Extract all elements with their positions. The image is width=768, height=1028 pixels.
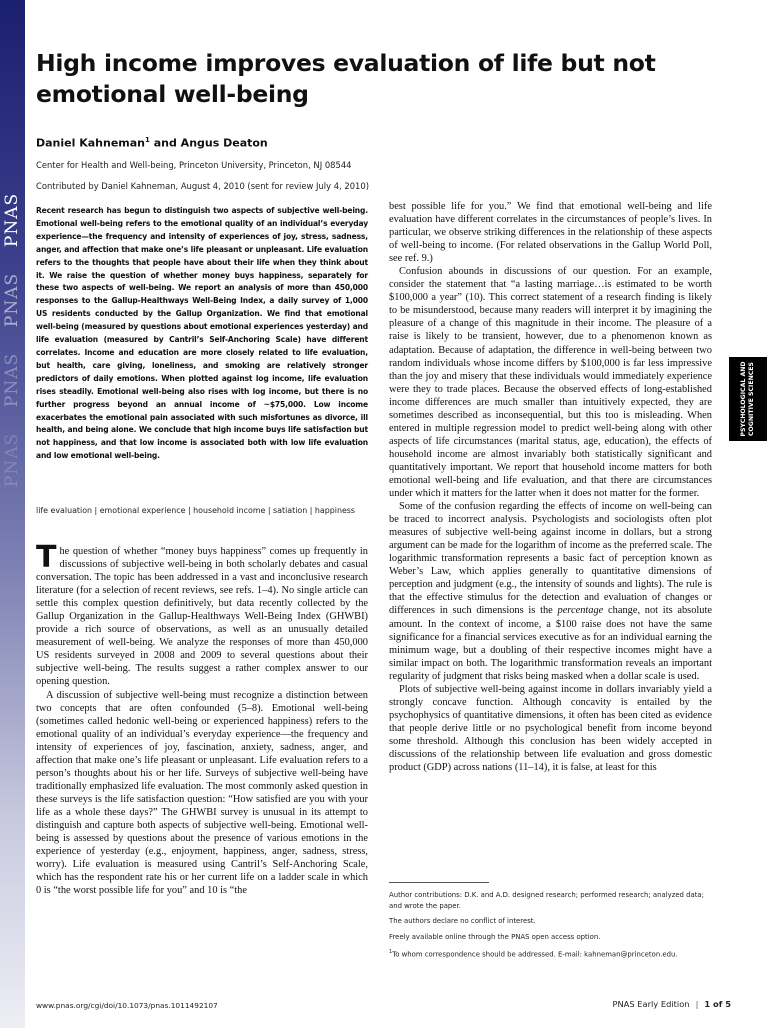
footnote-conflict: The authors declare no conflict of interest. (389, 917, 536, 925)
page-number: 1 of 5 (704, 999, 731, 1009)
body-paragraph: best possible life for you.” We find that emotional well-being and life evaluation have different correlates in the circumstances of people’s lives. In particular, we observe striking differences in the relationship of these aspects of well-being to income. (For related observations in the Gallup World Poll, see ref. 9.) (389, 201, 712, 265)
footnote-contributions: Author contributions: D.K. and A.D. designed research; performed research; analyzed data; and wrote the paper. (389, 891, 704, 910)
pnas-watermark-word: PNAS (2, 272, 22, 328)
author-line (36, 136, 268, 150)
contributed-line: Contributed by Daniel Kahneman, August 4, 2010 (sent for review July 4, 2010) (36, 181, 369, 191)
author-deaton: and Angus Deaton (149, 136, 268, 150)
pnas-watermark-word: PNAS (2, 352, 22, 408)
pnas-watermark (0, 40, 25, 600)
body-paragraph: Confusion abounds in discussions of our question. For an example, consider the statement that “a lasting marriage…is estimated to be worth $100,000 a year” (10). This correct statement of a research finding is likely to be misunderstood, because many readers will interpret it by imagining the pleasure of a change of this magnitude in their income. The pleasure of a raise is likely to be transient, however, due to a phenomenon known as adaptation. Because of adaptation, the difference in well-being between two random individuals whose income differs by $100,000 is far less impressive than the joy and misery that these individuals would immediately experience were they to trade places. Because the observed effects of long-established income differences are much smaller than intuitively expected, they are sometimes described as inconsequential, but this too is misleading. When entered in multiple regression model to predict well-being along with other aspects of life circumstances (marital status, age, education), the effects of household income are almost invariably both statistically significant and quantitatively important. We report that household income matters for both emotional well-being and life evaluation, and that there are circumstances under which it matters for the latter when it does not matter for the former. (389, 266, 712, 500)
abstract: Recent research has begun to distinguish two aspects of subjective well-being. Emotional well-being refers to the emotional quality of an individual’s everyday experience—the frequency and intensity of experiences of joy, stress, sadness, anger, and affection that make one’s life pleasant or unpleasant. Life evaluation refers to the thoughts that people have about their life when they think about it. We raise the question of whether money buys happiness, separately for these two aspects of well-being. We report an analysis of more than 450,000 responses to the Gallup-Healthways Well-Being Index, a daily survey of 1,000 US residents conducted by the Gallup Organization. We find that emotional well-being (measured by questions about emotional experiences yesterday) and life evaluation (measured by Cantril’s Self-Anchoring Scale) have different correlates. Income and education are more closely related to life evaluation, but health, care giving, loneliness, and smoking are relatively stronger predictors of daily emotions. When plotted against log income, life evaluation rises steadily. Emotional well-being also rises with log income, but there is no further progress beyond an annual income of ~$75,000. Low income exacerbates the emotional pain associated with such misfortunes as divorce, ill health, and being alone. We conclude that high income buys life satisfaction but not happiness, and that low income is associated both with low life evaluation and low emotional well-being. (36, 206, 368, 461)
footer-separator: | (695, 999, 699, 1009)
affiliation: Center for Health and Well-being, Princeton University, Princeton, NJ 08544 (36, 160, 352, 170)
doi-link[interactable]: www.pnas.org/cgi/doi/10.1073/pnas.1011492107 (36, 1001, 218, 1010)
author-footnote-marker: 1 (145, 136, 150, 144)
section-tab (729, 357, 767, 441)
pnas-logo-text: PNAS (2, 192, 22, 248)
pnas-watermark-word: PNAS (2, 432, 22, 488)
body-column-left (36, 540, 368, 897)
body-paragraph: Plots of subjective well-being against income in dollars invariably yield a strongly concave function. Although concavity is entailed by the psychophysics of quantitative dimensions, it often has been cited as evidence that people derive little or no psychological benefit from income beyond some threshold. Although this conclusion has been widely accepted in discussions of the relationship between life evaluation and gross domestic product (GDP) across nations (11–14), it is false, at least for this (389, 683, 712, 774)
edition-label: PNAS Early Edition (612, 999, 690, 1009)
footnote-divider (389, 882, 489, 883)
body-column-right (389, 200, 712, 774)
emphasis: percentage (557, 605, 604, 617)
footnote-correspondence: $^1$To whom correspondence should be addressed. E-mail: kahneman@princeton.edu. (389, 949, 678, 959)
keywords: life evaluation | emotional experience | household income | satiation | happiness (36, 506, 356, 515)
footnotes (389, 890, 719, 965)
footnote-open-access: Freely available online through the PNAS open access option. (389, 932, 601, 941)
author-kahneman: Daniel Kahneman (36, 136, 146, 150)
article-title: High income improves evaluation of life but not emotional well-being (36, 49, 656, 108)
body-paragraph: A discussion of subjective well-being must recognize a distinction between two concepts that are often confounded (5–8). Emotional well-being (sometimes called hedonic well-being or experienced happiness) refers to the emotional quality of an individual’s everyday experience—the frequency and intensity of experiences of joy, fascination, anxiety, sadness, anger, and affection that make one’s life pleasant or unpleasant. Life evaluation refers to a person’s thoughts about his or her life. Surveys of subjective well-being have traditionally emphasized life evaluation. The most commonly asked question in these surveys is the life satisfaction question: “How satisfied are you with your life as a whole these days?” The GHWBI survey is unusual in its attempt to distinguish and capture both aspects of subjective well-being. Emotional well-being is assessed by questions about the presence of various emotions in the experience of yesterday (e.g., enjoyment, happiness, anger, sadness, stress, worry). Life evaluation is measured using Cantril’s Self-Anchoring Scale, which has the respondent rate his or her current life on a ladder scale in which 0 is “the worst possible life for you” and 10 is “the (36, 689, 368, 897)
body-paragraph: The question of whether “money buys happiness” comes up frequently in discussions of subjective well-being in both scholarly debates and casual conversation. The topic has been addressed in a vast and inconclusive research literature (for a selection of recent reviews, see refs. 1–4). No single article can settle this complex question definitively, but data recently collected by the Gallup Organization in the Gallup-Healthways Well-Being Index (GHWBI) provide a rich source of observations, as well as an unusually detailed measurement of well-being. We analyze the responses of more than 450,000 US residents surveyed in 2008 and 2009 to several questions about their subjective well-being. The results suggest a rather complex answer to our opening question. (36, 540, 368, 688)
body-paragraph: Some of the confusion regarding the effects of income on well-being can be traced to incorrect analysis. Psychologists and sociologists often plot measures of subjective well-being against income in dollars, but a strong argument can be made for the logarithm of income as the preferred scale. The logarithmic transformation represents a basic fact of perception known as Weber’s Law, which applies generally to quantitative dimensions of perception and judgment (e.g., the intensity of sounds and lights). The rule is that the effective stimulus for the detection and evaluation of changes or differences in such dimensions is the percentage change, not its absolute amount. In the context of income, a $100 raise does not have the same significance for a financial services executive as for an individual earning the minimum wage, but a doubling of their respective incomes might have a similar impact on both. The logarithmic transformation reveals an important regularity of judgment that risks being masked when a dollar scale is used. (389, 501, 712, 682)
drop-cap: T (36, 540, 57, 575)
section-tab-label: PSYCHOLOGICAL AND COGNITIVE SCIENCES (740, 361, 755, 437)
pnas-side-strip (0, 0, 25, 1028)
page-footer (612, 999, 731, 1009)
